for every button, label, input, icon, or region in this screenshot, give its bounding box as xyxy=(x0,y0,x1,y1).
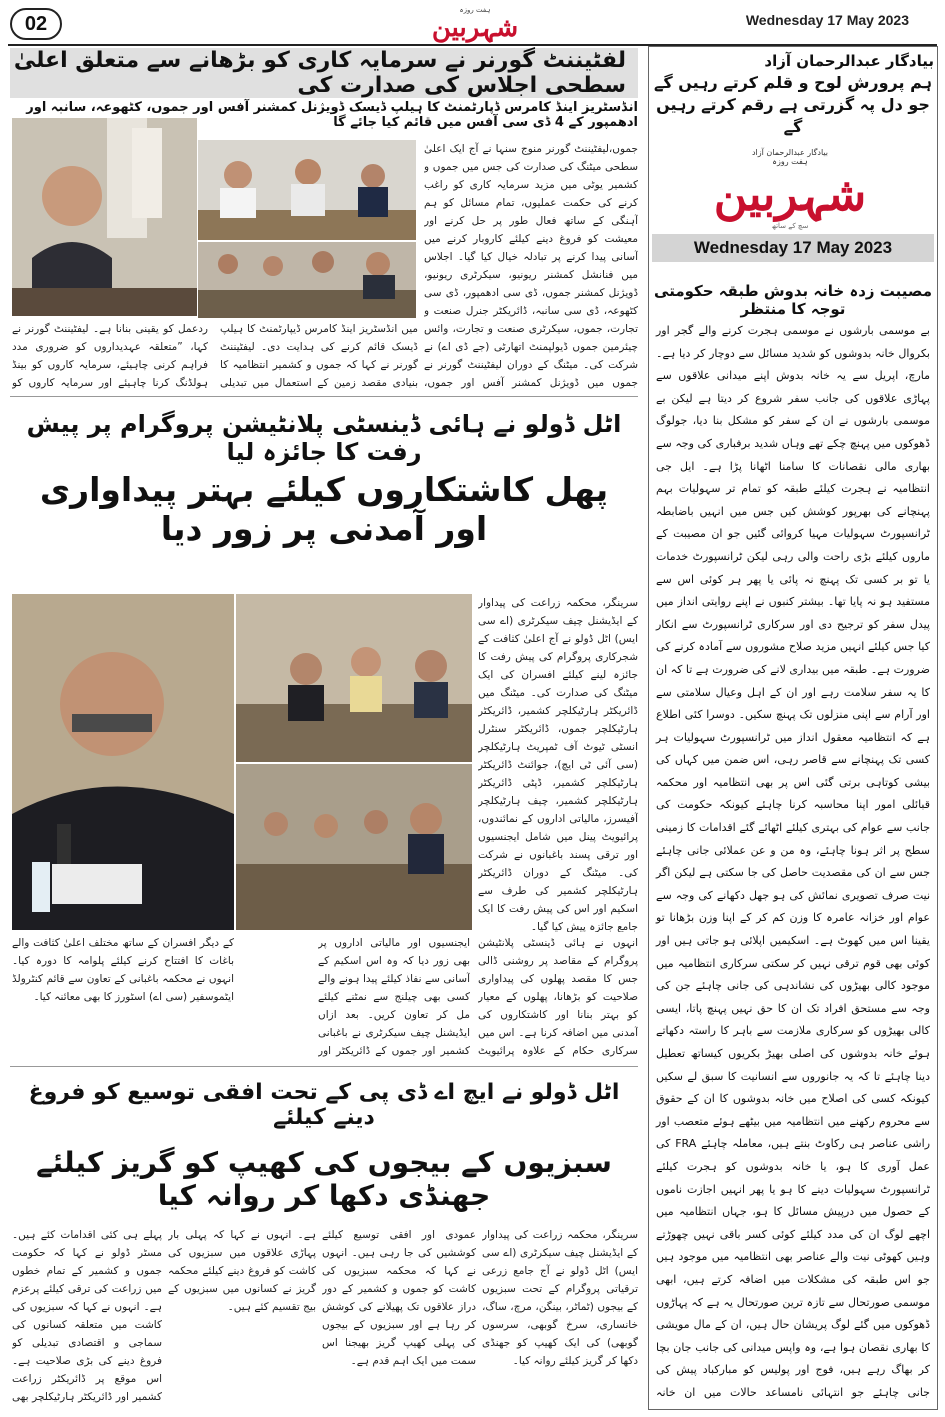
verse-line-2: جو دل پہ گزرتی ہے رقم کرتے رہیں گے xyxy=(656,95,930,136)
story2-kicker: اٹل ڈولو نے ہائی ڈینسٹی پلانٹیشن پروگرام پر پیش رفت کا جائزہ لیا xyxy=(26,410,622,466)
page-number: 02 xyxy=(10,8,62,40)
masthead-title: شہربین xyxy=(431,13,519,43)
review-meeting-photo-bottom xyxy=(236,764,472,930)
masthead-tag: ہفت روزہ xyxy=(459,6,491,14)
story2-column-b3: انہوں نے ہائی ڈینسٹی پلانٹیشن پروگرام کے مقاصد پر روشنی ڈالی جس کا مقصد پھلوں کی پیداواری صلاحیت کو بڑھانا، پھلوں کے معیار کو بہتر بنانا اور کاشتکاروں کی آمدنی میں اضافہ کرنا ہے۔ اس میں سرکاری حکام کے علاوہ پرائیویٹ xyxy=(478,937,638,1057)
story1-column-right: جموں،لیفٹیننٹ گورنر منوج سنہا نے آج ایک اعلیٰ سطحی میٹنگ کی صدارت کی جس میں جموں و کشمیر یوٹی میں مزید سرمایہ کاری کو راغب کرنے کی حکمت عملیوں، تمام مسائل کو ہم آہنگی کے ساتھ فعال طور پر حل کرنے اور معیشت کو فروغ دینے کیلئے کاروبار کرنے میں آسانی پیدا کرنے پر تبادلہ خیال کیا گیا۔ اجلاس میں فنانشل کمشنر ریونیو، سیکرٹری ریونیو، ڈویژنل کمشنر جموں، ڈی سی ادھمپور، ڈی سی کٹھوعہ، ڈی سی سانبہ، ڈائریکٹر جنرل صنعت و تجارت، جموں، سیکرٹری صنعت و تجارت، وائس چیئرمین جموں ڈیولپمنٹ اتھارٹی (جے ڈی اے) نے شرکت کی۔ میٹنگ کے دوران لیفٹیننٹ گورنر نے جموں میں ڈویژنل کمشنر آفس اور جموں، xyxy=(424,143,638,389)
story3-column-2: عمودی اور افقی توسیع کیلئے کوششیں کی جا رہی ہیں۔ انہوں نے کہا کہ محکمہ سبزیوں کی کاشت کو جموں و کشمیر کے دور دراز علاقوں تک پھیلانے کی کوشش کر رہا ہے اور سبزیوں کے بیجوں کی پہلی کھیپ گریز بھیجنا اس سمت میں ایک اہم قدم ہے۔ xyxy=(322,1229,476,1367)
acs-portrait-photo xyxy=(12,594,234,930)
story1-subhead: انڈسٹریز اینڈ کامرس ڈپارٹمنٹ کا ہیلپ ڈیسک ڈویژنل کمشنر آفس اور جموں، کٹھوعہ، سانبہ اور ادھمپور کے 4 ڈی سی آفس میں قائم کیا جائے گا xyxy=(26,100,638,130)
editorial-logo-tag: ہفت روزہ xyxy=(772,157,808,166)
story3-kicker: اٹل ڈولو نے ایچ اے ڈی پی کے تحت افقی توسیع کو فروغ دینے کیلئے xyxy=(28,1080,620,1130)
story1-headline: لفٹیننٹ گورنر نے سرمایہ کاری کو بڑھانے سے متعلق اعلیٰ سطحی اجلاس کی صدارت کی xyxy=(13,48,626,98)
editorial-logo-ribbon: سچ کے ساتھ xyxy=(771,222,809,230)
editorial-logo xyxy=(690,148,890,230)
story3-headline: سبزیوں کے بیجوں کی کھیپ کو گریز کیلئے جھنڈی دکھا کر روانہ کیا xyxy=(36,1146,612,1212)
header-date: Wednesday 17 May 2023 xyxy=(745,12,909,28)
story1-column-left: ردعمل کو یقینی بنانا ہے۔ لیفٹیننٹ گورنر نے کہا، ”متعلقہ عہدیداروں کو ضروری مدد فراہم کرنی چاہیئے، سرمایہ کاروں کو بینڈ ہولڈنگ کرنا چاہیئے اور سرمایہ کاروں کو xyxy=(12,323,208,389)
editorial-body: بے موسمی بارشوں نے موسمی ہجرت کرنے والے گجر اور بکروال خانہ بدوشوں کو شدید مسائل سے دوچار کر دیا ہے۔ مارچ، اپریل سے یہ خانہ بدوش اپنے میدانی علاقوں سے پہاڑی علاقوں کی جانب سفر شروع کر دیتا ہے لیکن بے موسمی بارشوں نے ان کے سفر کو مشکل بنا دیا، جولوگ ڈھوکوں میں پہنچ چکے تھے وہاں شدید برفباری کی وجہ سے بھاری مالی نقصانات کا سامنا اٹھانا پڑا ہے۔ ایل جی انتظامیہ نے ہجرت کیلئے طبقہ کو تمام تر سہولیات بہم پہنچانے کی بھرپور کوشش کیں جس میں انہیں باضابطہ ٹرانسپورٹ سہولیات مہیا کروائی گئیں جو ان مصیبت کے ماروں کیلئے بڑی راحت والی رہی لیکن ٹرانسپورٹ خدمات یا تو بر کسی تک پہنچ نہ پائی یا پھر ہر کوئی اس سے مستفید ہو نہ پایا تھا۔ بیشتر کنبوں نے اپنے روایتی انداز میں پیدل سفر کو ترجیح دی اور سرکاری ٹرانسپورٹ سے انکار کیا جس کیلئے انہیں مزید صلاح مشوروں سے آمادہ کرنے کی ضرورت ہے۔ طبقہ میں بیداری لانے کی ضرورت ہے تا کہ ان کا یہ سفر سلامت رہے اور ان کے اہل وعیال سلامتی سے اور آرام سے اپنی منزلوں تک پہنچ سکیں۔ دوسرا کئی اطلاع ہے کہ انتظامیہ معقول انداز میں ٹرانسپورٹ سہولیات ہر کسی تک پہنچانے سے قاصر رہی، اس ضمن میں کہاں کی بیشی کوتاہی برتی گئی اس پر بھی انتظامیہ اور محکمہ قبائلی امور اپنا محاسبہ کرنا چاہئے کیونکہ حکومت کی جانب سے عوام کی بہتری کیلئے اٹھائے گئے اقدامات کا زمینی سطح پر اثر ہونا چاہئے، وہ من و عن عملائی جانی چاہئے جس سے ان کی مقصدیت حاصل کی جا سکتی ہے لیکن اگر نیت صرف تصویری نمائش کی ہو جھل دکھانے کی وجہ سے عوام اور خزانہ عامرہ کا وزن کم کر کے اپنا وزن بڑھانا تو یقینا اس میں کھوٹ ہے۔ اسکیمیں اپلائی ہو جاتی ہیں اور کوئی بھی قوم ترقی نہیں کر سکتی سرکاری انتظامیہ میں موجود کالی بھیڑوں کی نشاندہی کی جانی چاہئے جن کی وجہ سے مستحق افراد تک ان کا حق نہیں پہنچ پاتا، ایسی کالی بھیڑوں کو سرکاری ملازمت سے باہر کا راستہ دکھاتے ہوئے خانہ بدوشوں کی اصلی بھیڑ بکریوں کیساتھ تعطیل دینا چاہئے تا کہ یہ جانوروں سے انسانیت کا سبق لے سکیں کیونکہ کسی کی اصلاح میں خانہ بدوشوں کا ان کے حقوق سے محروم رکھنے میں انتظامیہ میں بیٹھے ہوئے متعصب اور راشی عناصر ہی رکاوٹ بنتے ہیں، معاملہ چاہئے FRA کی عمل آوری کا ہو، یا خانہ بدوشوں کو ہجرت کیلئے ٹرانسپورٹ سہولیات دینے کا ہو یا پھر انہیں اجازت ناموں کے حصول میں درپیش مسائل کا ہو، جہاں انتظامیہ میں اچھے لوگ ان کی مدد کیلئے کوئی کسر باقی نہیں چھوڑتے وہیں کھوٹی نیت والے عناصر بھی انتظامیہ میں موجود ہیں جو اس طبقہ کی مشکلات میں اضافہ کرتے ہیں، ابھی موسمی صورتحال سے تازہ ترین صورتحال یہ ہے کہ پہاڑوں ڈھوکوں میں گئے لوگ پریشان حال ہیں، ان کے مال مویشی کا بھاری نقصان ہوا ہے، وہ واپس میدانی کی جانب جان بچا کر بھاگ رہے ہیں، فوج اور پولیس کو مبارکباد پیش کی جانی چاہئے جو انتہائی نامساعد حالات میں ان خانہ xyxy=(656,324,931,1399)
memory-block xyxy=(652,50,934,138)
story2-column-right: سرینگر، محکمہ زراعت کی پیداوار کے ایڈیشنل چیف سیکرٹری (اے سی ایس) اٹل ڈولو نے آج اعلیٰ کثافت کے شجرکاری پروگرام کی پیش رفت کا جائزہ لینے کیلئے افسران کی ایک میٹنگ کی صدارت کی۔ میٹنگ میں ڈائریکٹر ہارٹیکلچر کشمیر، ڈائریکٹر ہارٹیکلچر جموں، ڈائریکٹر سنٹرل انسٹی ٹیوٹ آف ٹمپریٹ ہارٹیکلچر (سی آئی ٹی ایچ)، جوائنٹ ڈائریکٹر ہارٹیکلچر کشمیر، ڈپٹی ڈائریکٹر ہارٹیکلچر کشمیر، چیف ہارٹیکلچر آفیسرز، مالیاتی اداروں کے نمائندوں، پرائیویٹ پینل میں شامل ایجنسیوں اور ترقی پسند باغبانوں نے شرکت کی۔ میٹنگ کے دوران ڈائریکٹر ہارٹیکلچر کشمیر کی طرف سے اسکیم اور اس کی پیش رفت کا ایک جامع جائزہ پیش کیا گیا۔ xyxy=(478,597,638,932)
story2-headline: پھل کاشتکاروں کیلئے بہتر پیداواری اور آمدنی پر زور دیا xyxy=(39,470,609,548)
story1-headline-bar xyxy=(10,48,638,98)
review-meeting-photo-top xyxy=(236,594,472,762)
story2-column-b1: کے دیگر افسران کے ساتھ مختلف اعلیٰ کثافت والے باغات کا افتتاح کرنے کیلئے پلوامہ کا دورہ کیا۔ انہوں نے محکمہ باغبانی کے تعاون سے قائم کنٹرولڈ ایٹموسفیر (سی اے) اسٹورز کا بھی معائنہ کیا۔ xyxy=(12,937,234,1003)
story3-column-3: ہے۔ انہوں نے کہا کہ پہلی بار پہاڑی علاقوں میں سبزیوں کی کاشت کو فروغ دینے کیلئے محکمہ گریز نے کسانوں میں سبزیوں کے بیج تقسیم کئے ہیں۔ xyxy=(168,1229,316,1313)
editorial-logo-title: شہربین xyxy=(713,167,867,221)
memory-line: بیادگار عبدالرحمان آزاد xyxy=(764,52,934,70)
story1-column-middle: میں انڈسٹریز اینڈ کامرس ڈیپارٹمنٹ کا ہیلپ ڈیسک قائم کرنے کی ہدایت دی۔ لیفٹیننٹ گورنر نے کہا کہ جموں و کشمیر انتظامیہ کا بنیادی مقصد زمین کے استعمال میں تبدیلی xyxy=(220,323,418,389)
lg-portrait-photo xyxy=(12,118,197,316)
meeting-photo-bottom xyxy=(198,242,416,318)
meeting-photo-top xyxy=(198,140,416,240)
editorial-logo-dedication: بیادگار عبدالرحمان آزاد xyxy=(751,148,829,157)
verse-line-1: ہم پرورش لوح و قلم کرتے رہیں گے xyxy=(653,73,932,92)
story2-column-b2: ایجنسیوں اور مالیاتی اداروں پر بھی زور دیا کہ وہ اس اسکیم کے آسانی سے نفاذ کیلئے پیدا ہونے والے کسی بھی چیلنج سے نمٹنے کیلئے مل کر تعاون کریں۔ بعد ازاں ایڈیشنل چیف سیکرٹری نے باغبانی کشمیر اور جموں کے ڈائریکٹر اور xyxy=(318,937,470,1057)
story3-column-1: سرینگر، محکمہ زراعت کی پیداوار کے ایڈیشنل چیف سیکرٹری (اے سی ایس) اٹل ڈولو نے آج جامع زرعی ترقیاتی پروگرام کے تحت سبزیوں کے بیجوں (ٹماٹر، بینگن، مرچ، ساگ، خانساری، سرخ گوبھی، سرسوں گوبھی) کی ایک کھیپ کو جھنڈی دکھا کر گریز کیلئے روانہ کیا۔ xyxy=(482,1229,638,1367)
story3-column-4: پہلے ہی کئی اقدامات کئے ہیں۔ مسٹر ڈولو نے کہا کہ حکومت جموں و کشمیر کے تمام خطوں میں زراعت کی ترقی کیلئے پرعزم ہے۔ انہوں نے کہا کہ سبزیوں کی کاشت میں متعلقہ کسانوں کی سماجی و اقتصادی تبدیلی کو فروغ دینے کی بڑی صلاحیت ہے۔ اس موقع پر ڈائریکٹر زراعت کشمیر اور ڈائریکٹر ہارٹیکلچر بھی xyxy=(12,1229,162,1403)
editorial-headline: مصیبت زدہ خانہ بدوش طبقہ حکومتی توجہ کا منتظر xyxy=(654,282,932,318)
story-divider xyxy=(10,396,638,397)
story-divider-2 xyxy=(10,1066,638,1067)
editorial-date: Wednesday 17 May 2023 xyxy=(652,234,934,262)
masthead-logo xyxy=(420,6,530,44)
